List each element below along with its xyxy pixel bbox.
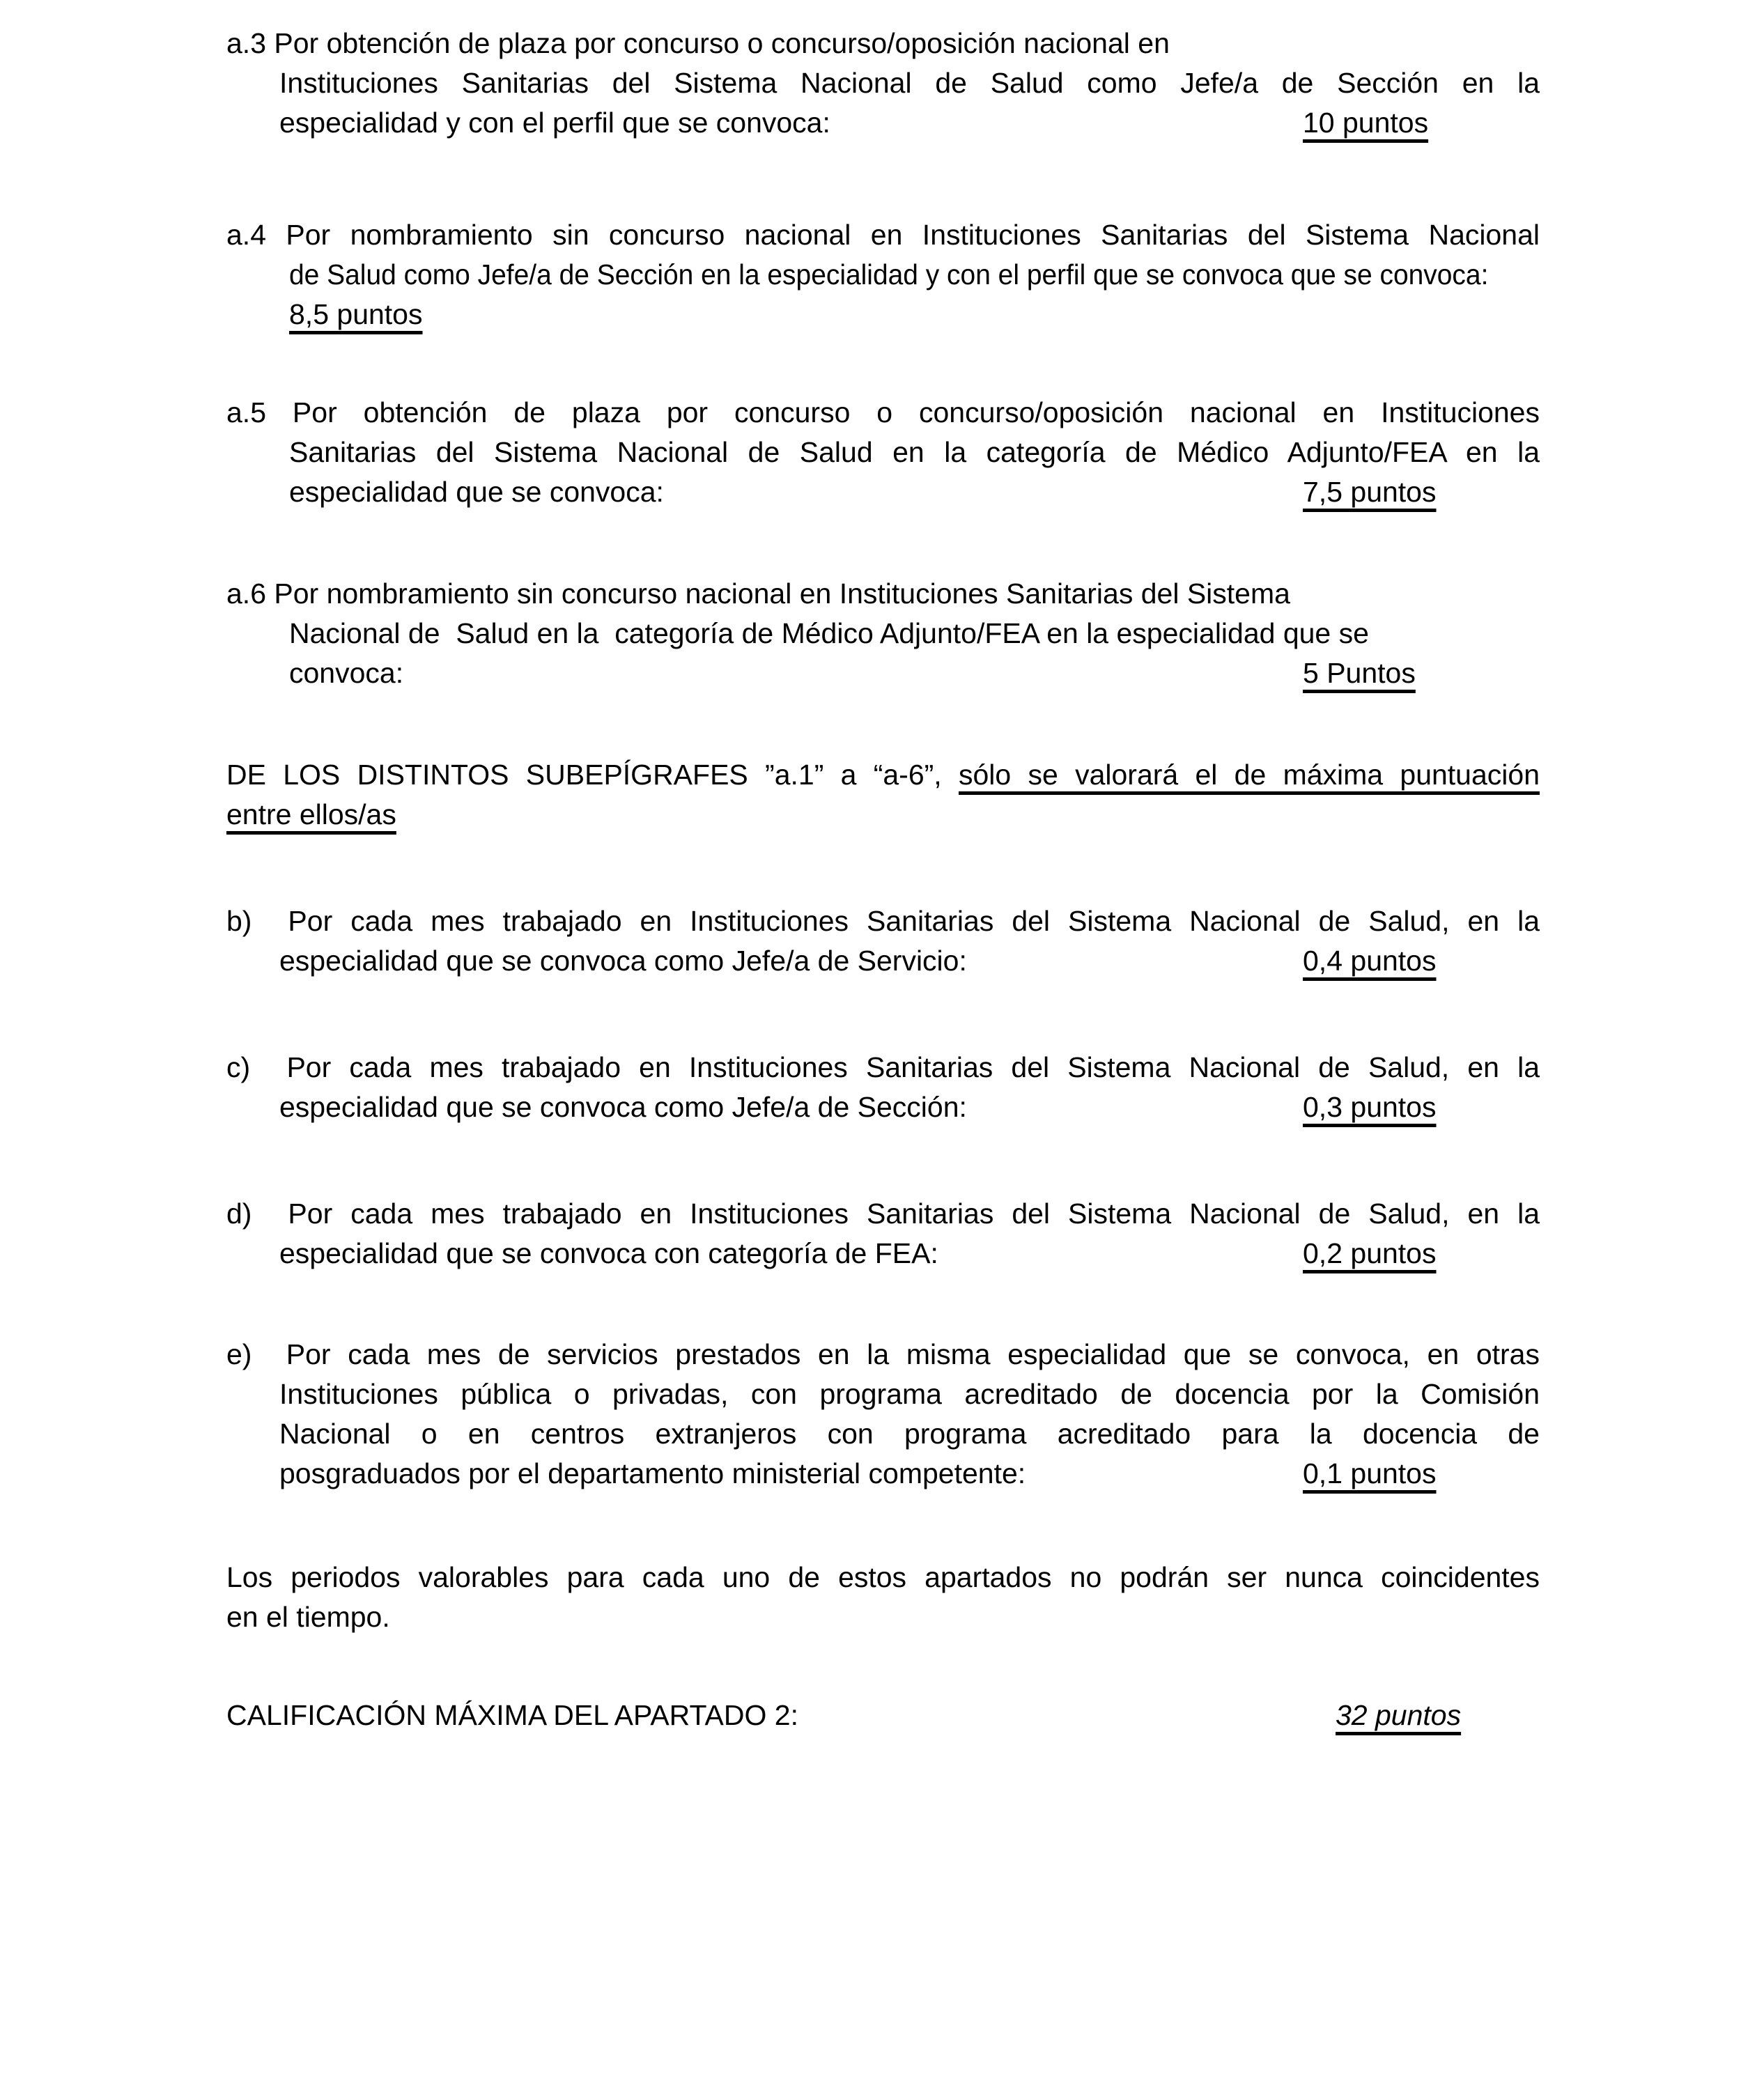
item-a5 bbox=[226, 393, 1540, 512]
item-a4-points-value: 8,5 puntos bbox=[289, 298, 423, 330]
subepigrafes-line2 bbox=[226, 795, 1540, 835]
periodos-note bbox=[226, 1558, 1540, 1637]
subepigrafes-line1 bbox=[226, 755, 1540, 795]
item-a6-points-value: 5 Puntos bbox=[1303, 657, 1416, 689]
item-a4-line1: a.4 Por nombramiento sin concurso nacional en Instituciones Sanitarias del Sistema Nacional bbox=[226, 219, 1540, 251]
item-a3-line3 bbox=[279, 103, 1540, 143]
item-a4-line2: de Salud como Jefe/a de Sección en la especialidad y con el perfil que se convoca que se convoca: bbox=[289, 258, 1489, 291]
item-e bbox=[226, 1335, 1540, 1494]
item-e-line1: e) Por cada mes de servicios prestados en la misma especialidad que se convoca, en otras bbox=[226, 1338, 1540, 1370]
item-a3 bbox=[226, 24, 1540, 143]
item-a3-text: especialidad y con el perfil que se convoca: bbox=[279, 107, 830, 139]
item-c-points-value: 0,3 puntos bbox=[1303, 1091, 1437, 1123]
item-a6-line3 bbox=[289, 653, 1540, 693]
item-c-line2 bbox=[279, 1087, 1540, 1127]
periodos-line2: en el tiempo. bbox=[226, 1601, 390, 1633]
item-d-line2 bbox=[279, 1234, 1540, 1273]
subepigrafes-underlined-text: sólo se valorará el de máxima puntuación bbox=[958, 759, 1540, 791]
item-a6-line1: a.6 Por nombramiento sin concurso nacional en Instituciones Sanitarias del Sistema bbox=[226, 578, 1290, 610]
item-b-line1: b) Por cada mes trabajado en Instituciones Sanitarias del Sistema Nacional de Salud, en la bbox=[226, 905, 1540, 937]
item-e-points-value: 0,1 puntos bbox=[1303, 1457, 1437, 1489]
item-d-text: especialidad que se convoca con categoría de FEA: bbox=[279, 1237, 938, 1269]
item-a5-points-value: 7,5 puntos bbox=[1303, 476, 1437, 508]
item-a5-line3 bbox=[289, 472, 1540, 512]
item-b bbox=[226, 901, 1540, 981]
item-a6 bbox=[226, 574, 1540, 693]
item-d bbox=[226, 1194, 1540, 1273]
item-d-line1: d) Por cada mes trabajado en Instituciones Sanitarias del Sistema Nacional de Salud, en la bbox=[226, 1198, 1540, 1230]
item-c-text: especialidad que se convoca como Jefe/a de Sección: bbox=[279, 1091, 967, 1123]
calificacion-points-value: 32 puntos bbox=[1336, 1699, 1462, 1731]
item-d-points-value: 0,2 puntos bbox=[1303, 1237, 1437, 1269]
item-a5-line2: Sanitarias del Sistema Nacional de Salud en la categoría de Médico Adjunto/FEA en la bbox=[289, 436, 1540, 468]
item-a3-line2: Instituciones Sanitarias del Sistema Nacional de Salud como Jefe/a de Sección en la bbox=[279, 67, 1540, 99]
item-a3-line1: a.3 Por obtención de plaza por concurso o concurso/oposición nacional en bbox=[226, 27, 1170, 59]
item-c bbox=[226, 1048, 1540, 1127]
item-a4-line3 bbox=[289, 295, 1540, 334]
item-b-points-value: 0,4 puntos bbox=[1303, 945, 1437, 977]
periodos-line1: Los periodos valorables para cada uno de estos apartados no podrán ser nunca coincidentes bbox=[226, 1561, 1540, 1593]
calificacion-label: CALIFICACIÓN MÁXIMA DEL APARTADO 2: bbox=[226, 1699, 798, 1731]
subepigrafes-plain-text: DE LOS DISTINTOS SUBEPÍGRAFES ”a.1” a “a-6”, bbox=[226, 759, 959, 791]
item-e-line4 bbox=[279, 1454, 1540, 1494]
item-a5-line1: a.5 Por obtención de plaza por concurso o concurso/oposición nacional en Instituciones bbox=[226, 396, 1540, 428]
item-e-text: posgraduados por el departamento ministerial competente: bbox=[279, 1457, 1026, 1489]
calificacion-maxima bbox=[226, 1696, 1540, 1735]
item-b-line2 bbox=[279, 941, 1540, 981]
item-e-line3: Nacional o en centros extranjeros con programa acreditado para la docencia de bbox=[279, 1418, 1540, 1450]
subepigrafes-note bbox=[226, 755, 1540, 835]
item-b-text: especialidad que se convoca como Jefe/a de Servicio: bbox=[279, 945, 967, 977]
item-a4 bbox=[226, 215, 1540, 334]
item-e-line2: Instituciones pública o privadas, con programa acreditado de docencia por la Comisión bbox=[279, 1378, 1540, 1410]
item-c-line1: c) Por cada mes trabajado en Instituciones Sanitarias del Sistema Nacional de Salud, en la bbox=[226, 1051, 1540, 1083]
item-a5-text: especialidad que se convoca: bbox=[289, 476, 664, 508]
subepigrafes-underlined-text-2: entre ellos/as bbox=[226, 798, 396, 830]
calificacion-line bbox=[226, 1696, 1540, 1735]
item-a6-line2: Nacional de Salud en la categoría de Médico Adjunto/FEA en la especialidad que se bbox=[289, 617, 1369, 649]
item-a6-text: convoca: bbox=[289, 657, 404, 689]
item-a3-points-value: 10 puntos bbox=[1303, 107, 1429, 139]
